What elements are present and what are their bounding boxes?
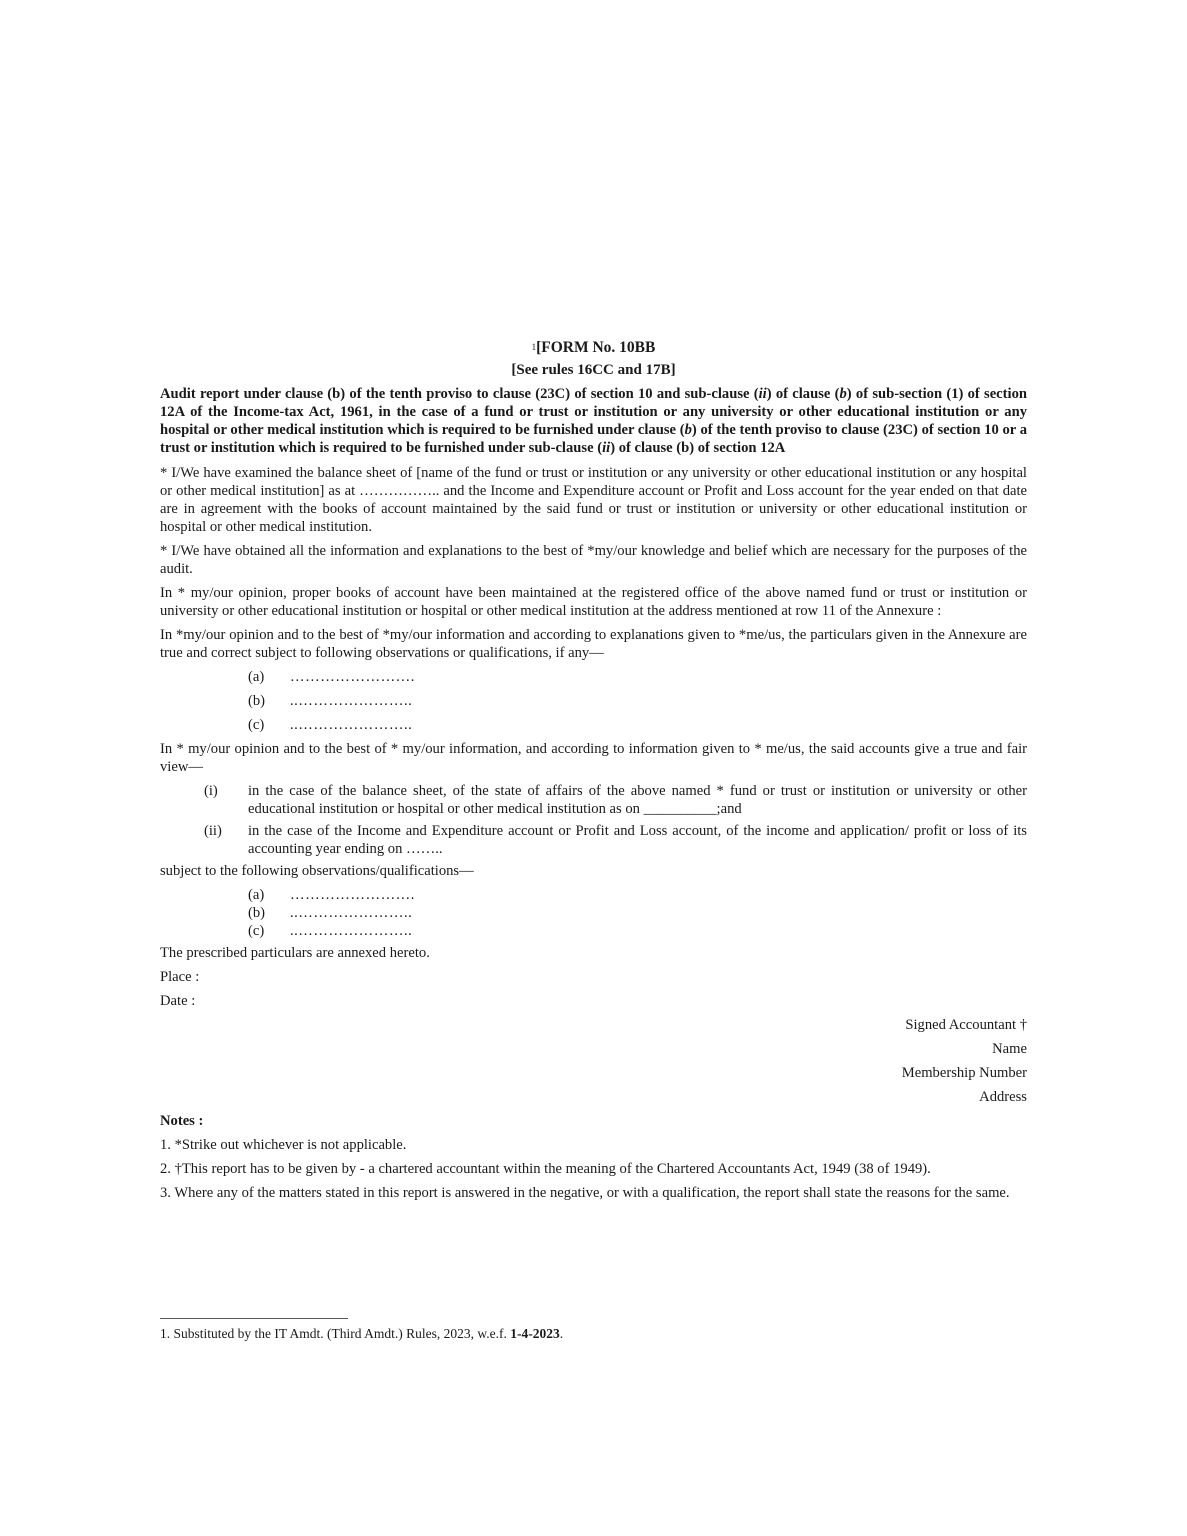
- list-item: [160, 716, 1027, 734]
- membership-number: Membership Number: [901, 1065, 1027, 1081]
- footnote: [160, 1326, 563, 1342]
- list-item-label: (a): [248, 669, 265, 685]
- list-item-label: (a): [248, 887, 265, 903]
- roman-item-text: in the case of the balance sheet, of the state of affairs of the above named * fund or trust or institution or university or other educational institution or hospital or other medical institution as on __________;and: [248, 783, 1027, 817]
- signed-accountant: Signed Accountant †: [905, 1017, 1027, 1033]
- signature-block: [160, 1016, 1027, 1106]
- notes-title: Notes :: [160, 1113, 204, 1129]
- footnote-end: .: [559, 1326, 564, 1341]
- note-item: 1. *Strike out whichever is not applicable.: [160, 1137, 407, 1153]
- list-item-dots: ..…………………..: [290, 717, 413, 733]
- subject-to-paragraph: subject to the following observations/qualifications—: [160, 863, 474, 879]
- list-item: [160, 886, 1027, 904]
- examined-paragraph: * I/We have examined the balance sheet of [name of the fund or trust or institution or any university or other educational institution or any hospital or other medical institution] as at …………….. and the Income and Expenditure account or Profit and Loss account for the year ended on that date are in agreement with the books of account maintained by the said fund or trust or institution or university or other educational institution or hospital or other medical institution.: [160, 465, 1027, 535]
- form-content: [160, 338, 1027, 1208]
- list-item: [160, 668, 1027, 686]
- obtained-paragraph: * I/We have obtained all the information and explanations to the best of *my/our knowledge and belief which are necessary for the purposes of the audit.: [160, 543, 1027, 577]
- heading-italic: ii: [758, 386, 767, 402]
- roman-item-label: (i): [204, 783, 218, 799]
- heading-part: ) of sub-section (1) of section 12A of the Income-tax Act, 1961, in the case of a fund or trust or institution or any university or other educational institution or any hospital or other medical institution which is required to be furnished under clause (: [160, 386, 1027, 438]
- form-subtitle: [See rules 16CC and 17B]: [511, 362, 676, 378]
- roman-item-text: in the case of the Income and Expenditure account or Profit and Loss account, of the income and application/ profit or loss of its accounting year ending on ……..: [248, 823, 1027, 857]
- heading-italic: ii: [602, 440, 611, 456]
- list-item-dots: …………………….: [290, 669, 415, 685]
- footnote-date: 1-4-2023: [510, 1326, 560, 1341]
- list-item: [160, 922, 1027, 940]
- roman-item: [160, 782, 1027, 818]
- signature-name: Name: [992, 1041, 1027, 1057]
- list-item: [160, 692, 1027, 710]
- heading-italic: b: [839, 386, 847, 402]
- list-item-dots: …………………….: [290, 887, 415, 903]
- observations-list-2: [160, 886, 1027, 940]
- footnote-text: 1. Substituted by the IT Amdt. (Third Amdt.) Rules, 2023, w.e.f.: [160, 1326, 511, 1341]
- signature-address: Address: [979, 1089, 1027, 1105]
- list-item-label: (b): [248, 905, 266, 921]
- form-title: [160, 338, 1027, 358]
- annexed-line: The prescribed particulars are annexed hereto.: [160, 945, 430, 961]
- list-item-label: (c): [248, 717, 265, 733]
- heading-part: Audit report under clause (b) of the tenth proviso to clause (23C) of section 10 and sub-clause (: [160, 386, 759, 402]
- list-item-label: (b): [248, 693, 266, 709]
- report-heading: [160, 385, 1027, 457]
- heading-part: ) of clause (b) of section 12A: [610, 440, 786, 456]
- list-item-label: (c): [248, 923, 265, 939]
- form-title-text: [FORM No. 10BB: [536, 339, 656, 356]
- heading-italic: b: [684, 422, 692, 438]
- roman-item: [160, 822, 1027, 858]
- heading-part: ) of clause (: [766, 386, 840, 402]
- roman-item-label: (ii): [204, 823, 222, 839]
- list-item-dots: ..…………………..: [290, 905, 413, 921]
- note-item: 2. †This report has to be given by - a chartered accountant within the meaning of the Chartered Accountants Act, 1949 (38 of 1949).: [160, 1161, 931, 1177]
- true-fair-paragraph: In * my/our opinion and to the best of * my/our information, and according to information given to * me/us, the said accounts give a true and fair view—: [160, 741, 1027, 775]
- date-line: Date :: [160, 993, 196, 1009]
- list-item-dots: ..…………………..: [290, 923, 413, 939]
- footnote-divider: [160, 1318, 348, 1319]
- footnote-marker: 1: [531, 342, 537, 352]
- note-item: 3. Where any of the matters stated in this report is answered in the negative, or with a qualification, the report shall state the reasons for the same.: [160, 1185, 1010, 1201]
- books-paragraph: In * my/our opinion, proper books of account have been maintained at the registered office of the above named fund or trust or institution or university or other educational institution or hospital or other medical institution at the address mentioned at row 11 of the Annexure :: [160, 585, 1027, 619]
- particulars-paragraph: In *my/our opinion and to the best of *my/our information and according to explanations given to *me/us, the particulars given in the Annexure are true and correct subject to following observations or qualifications, if any—: [160, 627, 1027, 661]
- list-item-dots: ..…………………..: [290, 693, 413, 709]
- observations-list-1: [160, 668, 1027, 734]
- place-line: Place :: [160, 969, 200, 985]
- heading-part: ) of the tenth proviso to clause (23C) of section 10 or a trust or institution which is required to be furnished under sub-clause (: [160, 422, 1027, 456]
- list-item: [160, 904, 1027, 922]
